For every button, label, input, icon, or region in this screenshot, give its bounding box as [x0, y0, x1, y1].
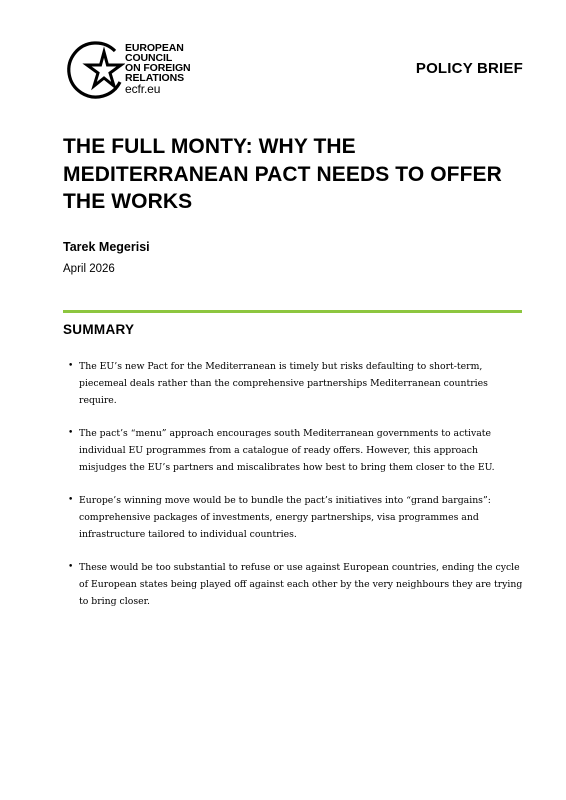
summary-list — [63, 358, 525, 626]
document-type-label: POLICY BRIEF — [415, 60, 523, 77]
bullet-icon: • — [68, 495, 74, 505]
publication-date: April 2026 — [63, 263, 115, 275]
summary-item-text: The pact’s “menu” approach encourages south Mediterranean governments to activate individual EU programmes from a catalogue of ready offers. However, this approach misjudges the EU’s partners and miscalibrates how best to bring them closer to the EU. — [79, 428, 495, 473]
logo-line-3: ON FOREIGN — [125, 62, 191, 74]
summary-item-text: The EU’s new Pact for the Mediterranean is timely but risks defaulting to short-term, piecemeal deals rather than the comprehensive partnerships Mediterranean countries require. — [79, 361, 488, 406]
logo-line-2: COUNCIL — [125, 52, 173, 64]
logo-url: ecfr.eu — [125, 82, 161, 96]
logo-line-1: EUROPEAN — [125, 42, 184, 54]
author-name: Tarek Megerisi — [63, 240, 150, 254]
summary-item-text: These would be too substantial to refuse or use against European countries, ending the cycle of European states being played off against each other by the very neighbours they are trying to bring closer. — [79, 562, 523, 607]
bullet-icon: • — [68, 562, 74, 572]
logo-line-4: RELATIONS — [125, 72, 184, 84]
list-item — [63, 492, 525, 543]
logo-wordmark — [125, 43, 191, 96]
summary-item-text: Europe’s winning move would be to bundle the pact’s initiatives into “grand bargains”: comprehensive packages of investments, energy partnerships, visa programmes and infrastructure tailored to individual countries. — [79, 495, 491, 540]
accent-divider — [63, 310, 522, 313]
list-item — [63, 358, 525, 409]
star-in-circle-icon — [63, 38, 125, 102]
summary-heading: SUMMARY — [63, 322, 135, 337]
page-header — [63, 38, 523, 102]
list-item — [63, 425, 525, 476]
bullet-icon: • — [68, 361, 74, 371]
page-title: THE FULL MONTY: WHY THE MEDITERRANEAN PACT NEEDS TO OFFER THE WORKS — [63, 135, 502, 213]
bullet-icon: • — [68, 428, 74, 438]
list-item — [63, 559, 525, 610]
